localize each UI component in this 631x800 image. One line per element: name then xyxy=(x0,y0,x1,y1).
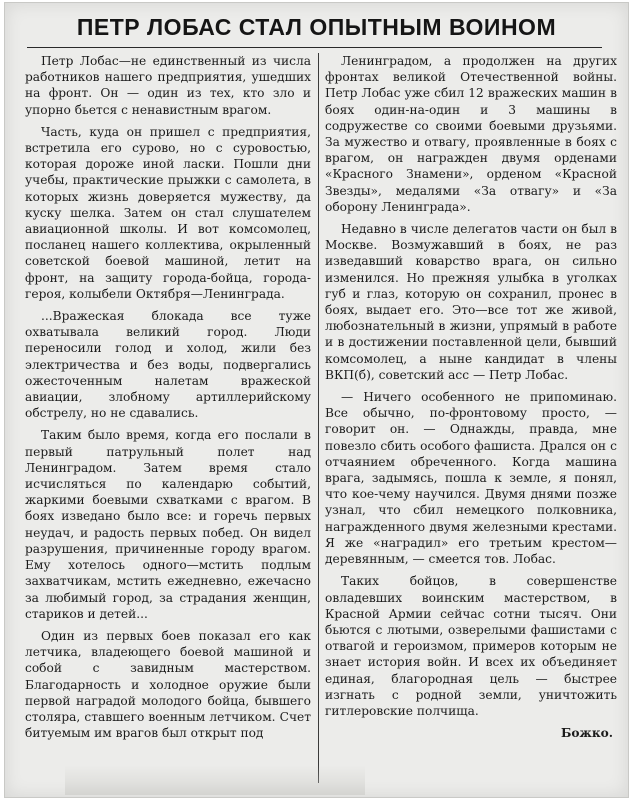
paragraph: Часть, куда он пришел с предприятия, встретила его сурово, но с суровостью, которая дороже иной ласки. Пошли дни учебы, практические прыжки с самолета, в которых жизнь доверяется мужеству, да куску шелка. Затем он стал слушателем авиационной школы. И вот комсомолец, посланец нашего коллектива, окрыленный советской боевой машиной, летит на фронт, на защиту города-бойца, города-героя, колыбели Октября—Ленинграда. xyxy=(25,124,311,301)
paragraph: Недавно в числе делегатов части он был в Москве. Возмужавший в боях, не раз изведавший коварство врага, он сильно изменился. Но прежняя улыбка в уголках губ и глаз, которую он сохранил, пронес в боях, выдает его. Это—все тот же живой, любознательный в жизни, упрямый в работе и в достижении поставленной цели, бывший комсомолец, а ныне кандидат в члены ВКП(б), советский асс — Петр Лобас. xyxy=(325,222,617,382)
paragraph: — Ничего особенного не припоминаю. Все обычно, по-фронтовому просто, — говорит он. — Однажды, правда, мне повезло сбить особого фашиста. Дрался он с отчаянием обреченного. Когда машина врага, задымясь, пошла к земле, я понял, что кое-чему научился. Двумя днями позже узнал, что сбил немецкого полковника, награжденного двумя железными крестами. Я же «наградил» его третьим крестом—деревянным, — смеется тов. Лобас. xyxy=(325,390,617,567)
paragraph: Петр Лобас—не единственный из числа работников нашего предприятия, ушедших на фронт. Он — один из тех, кто зло и упорно бьется с ненавистным врагом. xyxy=(25,54,311,117)
right-column xyxy=(325,53,617,788)
paragraph: Ленинградом, а продолжен на других фронтах великой Отечественной войны. Петр Лобас уже сбил 12 вражеских машин в боях один-на-один и 3 машины в содружестве со своими боевыми друзьями. За мужество и отвагу, проявленные в боях с врагом, он награжден двумя орденами «Красного Знамени», орденом «Красной Звезды», медалями «За отвагу» и «За оборону Ленинграда». xyxy=(325,54,617,214)
paragraph: Один из первых боев показал его как летчика, владеющего боевой машиной и собой с завидным мастерством. Благодарность и холодное оружие были первой наградой молодого бойца, бывшего столяра, ставшего военным летчиком. Счет битуемым им врагов был открыт под xyxy=(25,628,311,741)
newspaper-clipping xyxy=(4,2,629,798)
article-headline: ПЕТР ЛОБАС СТАЛ ОПЫТНЫМ ВОИНОМ xyxy=(76,14,557,40)
paragraph: Таким было время, когда его послали в первый патрульный полет над Ленинградом. Затем время стало исчисляться по календарю событий, жаркими боевыми схватками с врагом. В боях изведано было все: и горечь первых неудач, и радость первых побед. Он видел разрушения, причиненные городу врагом. Ему хотелось одного—мстить подлым захватчикам, мстить ежедневно, ежечасно за любимый город, за страдания женщин, стариков и детей... xyxy=(25,428,311,621)
left-column xyxy=(25,53,311,788)
author-signature: Божко. xyxy=(560,726,613,741)
headline-rule xyxy=(27,47,602,48)
paragraph: Таких бойцов, в совершенстве овладевших воинским мастерством, в Красной Армии сейчас сотни тысяч. Они бьются с лютыми, озверелыми фашистами с отвагой и героизмом, примеров которым не знает история войн. И всех их объединяет единая, благородная цель — быстрее изгнать с родной земли, уничтожить гитлеровские полчища. xyxy=(325,574,617,718)
column-divider xyxy=(318,53,319,783)
paragraph: ...Вражеская блокада все туже охватывала великий город. Люди переносили голод и холод, жили без электричества и без воды, подвергались ожесточенным налетам вражеской авиации, злобному артиллерийскому обстрелу, но не сдавались. xyxy=(25,309,311,421)
